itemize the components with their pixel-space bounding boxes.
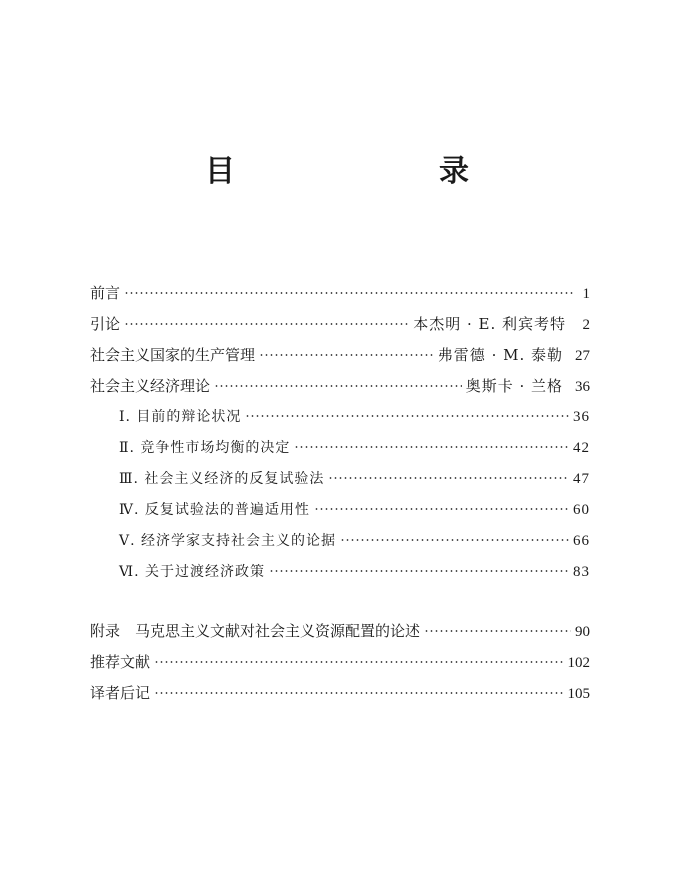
toc-page-number: 83 (573, 564, 590, 580)
dot-leader (424, 630, 571, 632)
dot-leader (245, 415, 569, 417)
toc-entry-recommended-reading[interactable] (90, 651, 590, 682)
toc-subentry-4[interactable] (90, 499, 590, 530)
toc-appendix-group (90, 620, 590, 713)
toc-subentry-6[interactable] (90, 561, 590, 592)
toc-subentry-3[interactable] (90, 468, 590, 499)
toc-entry-label: 社会主义经济理论 (90, 377, 211, 395)
toc-subentry-label: Ⅵ. 关于过渡经济政策 (119, 564, 265, 580)
toc-page-number: 36 (573, 409, 590, 425)
toc-subentry-label: Ⅰ. 目前的辩论状况 (119, 409, 242, 425)
toc-entry-economic-theory[interactable] (90, 375, 590, 406)
toc-subentry-label: Ⅲ. 社会主义经济的反复试验法 (119, 471, 325, 487)
dot-leader (154, 661, 563, 663)
toc-entry-label: 引论 (90, 315, 121, 333)
toc-page-number: 105 (567, 686, 590, 702)
dot-leader (124, 292, 574, 294)
dot-leader (328, 477, 569, 479)
toc-main (90, 282, 590, 592)
page-title: 目 录 (205, 154, 517, 189)
toc-entry-author: 弗雷德 · M. 泰勒 (437, 346, 563, 364)
toc-entry-label: 附录 马克思主义文献对社会主义资源配置的论述 (90, 622, 421, 640)
dot-leader (154, 692, 563, 694)
toc-entry-appendix[interactable] (90, 620, 590, 651)
toc-page-number: 2 (582, 317, 590, 333)
toc-entry-preface[interactable] (90, 282, 590, 313)
dot-leader (314, 508, 569, 510)
toc-subentry-label: Ⅳ. 反复试验法的普遍适用性 (119, 502, 310, 518)
dot-leader (259, 354, 434, 356)
toc-entry-author: 奥斯卡 · 兰格 (465, 377, 563, 395)
dot-leader (124, 323, 409, 325)
toc-entry-label: 译者后记 (90, 684, 151, 702)
toc-entry-author: 本杰明 · E. 利宾考特 (413, 315, 566, 333)
toc-entry-label: 社会主义国家的生产管理 (90, 346, 256, 364)
toc-subentry-2[interactable] (90, 437, 590, 468)
toc-page-number: 1 (582, 286, 590, 302)
toc-page-number: 66 (573, 533, 590, 549)
toc-entry-introduction[interactable] (90, 313, 590, 344)
toc-page-number: 42 (573, 440, 590, 456)
toc-entry-production-management[interactable] (90, 344, 590, 375)
toc-entry-label: 推荐文献 (90, 653, 151, 671)
toc-subentry-label: Ⅴ. 经济学家支持社会主义的论据 (119, 533, 337, 549)
toc-page-number: 36 (575, 379, 590, 395)
toc-page-number: 27 (575, 348, 590, 364)
toc-entry-translator-afterword[interactable] (90, 682, 590, 713)
dot-leader (340, 539, 569, 541)
toc-page-number: 90 (575, 624, 590, 640)
toc-subentry-5[interactable] (90, 530, 590, 561)
dot-leader (214, 385, 462, 387)
toc-page-number: 102 (567, 655, 590, 671)
toc-page-number: 47 (573, 471, 590, 487)
toc-entry-label: 前言 (90, 284, 121, 302)
dot-leader (269, 570, 569, 572)
toc-subentry-label: Ⅱ. 竞争性市场均衡的决定 (119, 440, 291, 456)
toc-subentry-1[interactable] (90, 406, 590, 437)
toc-page-number: 60 (573, 502, 590, 518)
dot-leader (294, 446, 569, 448)
